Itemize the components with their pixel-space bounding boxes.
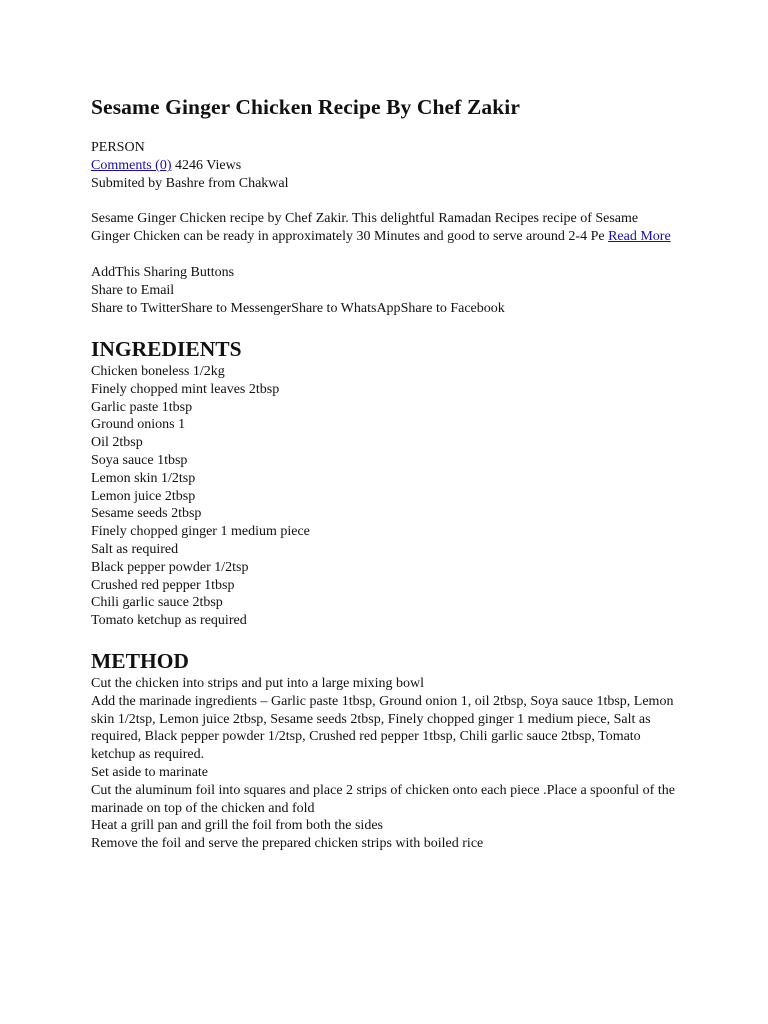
method-heading: METHOD — [91, 648, 189, 673]
method-step: Heat a grill pan and grill the foil from both the sides — [91, 818, 383, 834]
page-title: Sesame Ginger Chicken Recipe By Chef Zakir — [91, 95, 521, 119]
ingredient-item: Lemon skin 1/2tsp — [91, 470, 196, 486]
ingredient-item: Lemon juice 2tbsp — [91, 488, 196, 504]
method-step: Add the marinade ingredients – Garlic paste 1tbsp, Ground onion 1, oil 2tbsp, Soya sauce 1tbsp, Lemon skin 1/2tsp, Lemon juice 2tbsp, Sesame seeds 2tbsp, Finely chopped ginger 1 medium piece, Salt as required, Black pepper powder 1/2tsp, Crushed red pepper 1tbsp, Chili garlic sauce 2tbsp, Tomato ketchup as required. — [91, 693, 674, 763]
ingredients-heading: INGREDIENTS — [91, 337, 242, 361]
method-step: Cut the aluminum foil into squares and place 2 strips of chicken onto each piece .Place a spoonful of the marinade on top of the chicken and fold — [91, 782, 675, 816]
comments-link[interactable]: Comments (0) — [91, 158, 172, 173]
ingredient-item: Garlic paste 1tbsp — [91, 399, 193, 415]
ingredients-list — [91, 363, 691, 630]
ingredient-item: Oil 2tbsp — [91, 435, 143, 451]
ingredient-item: Tomato ketchup as required — [91, 613, 247, 629]
method-step: Set aside to marinate — [91, 764, 209, 780]
views-count: 4246 Views — [175, 158, 242, 173]
method-step: Cut the chicken into strips and put into a large mixing bowl — [91, 675, 424, 691]
share-whatsapp-button[interactable]: Share to WhatsApp — [291, 301, 401, 316]
share-twitter-button[interactable]: Share to Twitter — [91, 301, 181, 316]
summary-text: Sesame Ginger Chicken recipe by Chef Zakir. This delightful Ramadan Recipes recipe of Sesame Ginger Chicken can be ready in approximately 30 Minutes and good to serve around 2-4 Pe — [91, 211, 639, 244]
share-facebook-button[interactable]: Share to Facebook — [400, 301, 505, 316]
share-heading: AddThis Sharing Buttons — [91, 265, 235, 280]
author-name: PERSON — [91, 140, 145, 155]
stats-line — [91, 157, 691, 175]
ingredient-item: Soya sauce 1tbsp — [91, 452, 188, 468]
share-section — [91, 264, 691, 318]
ingredient-item: Chili garlic sauce 2tbsp — [91, 595, 223, 611]
method-steps-list — [91, 675, 676, 853]
article-meta — [91, 139, 691, 193]
share-buttons-row — [91, 300, 691, 318]
ingredient-item: Ground onions 1 — [91, 417, 186, 433]
read-more-link[interactable]: Read More — [608, 229, 671, 244]
ingredient-item: Chicken boneless 1/2kg — [91, 364, 225, 379]
recipe-content — [91, 93, 691, 853]
ingredient-item: Sesame seeds 2tbsp — [91, 506, 202, 522]
ingredient-item: Finely chopped ginger 1 medium piece — [91, 524, 310, 540]
method-step: Remove the foil and serve the prepared chicken strips with boiled rice — [91, 836, 484, 852]
ingredient-item: Finely chopped mint leaves 2tbsp — [91, 381, 280, 397]
submitted-by: Submited by Bashre from Chakwal — [91, 176, 289, 191]
share-email-button[interactable]: Share to Email — [91, 283, 175, 298]
recipe-summary — [91, 210, 679, 246]
ingredient-item: Crushed red pepper 1tbsp — [91, 577, 235, 593]
ingredient-item: Black pepper powder 1/2tsp — [91, 559, 249, 575]
ingredient-item: Salt as required — [91, 541, 179, 557]
share-messenger-button[interactable]: Share to Messenger — [180, 301, 292, 316]
